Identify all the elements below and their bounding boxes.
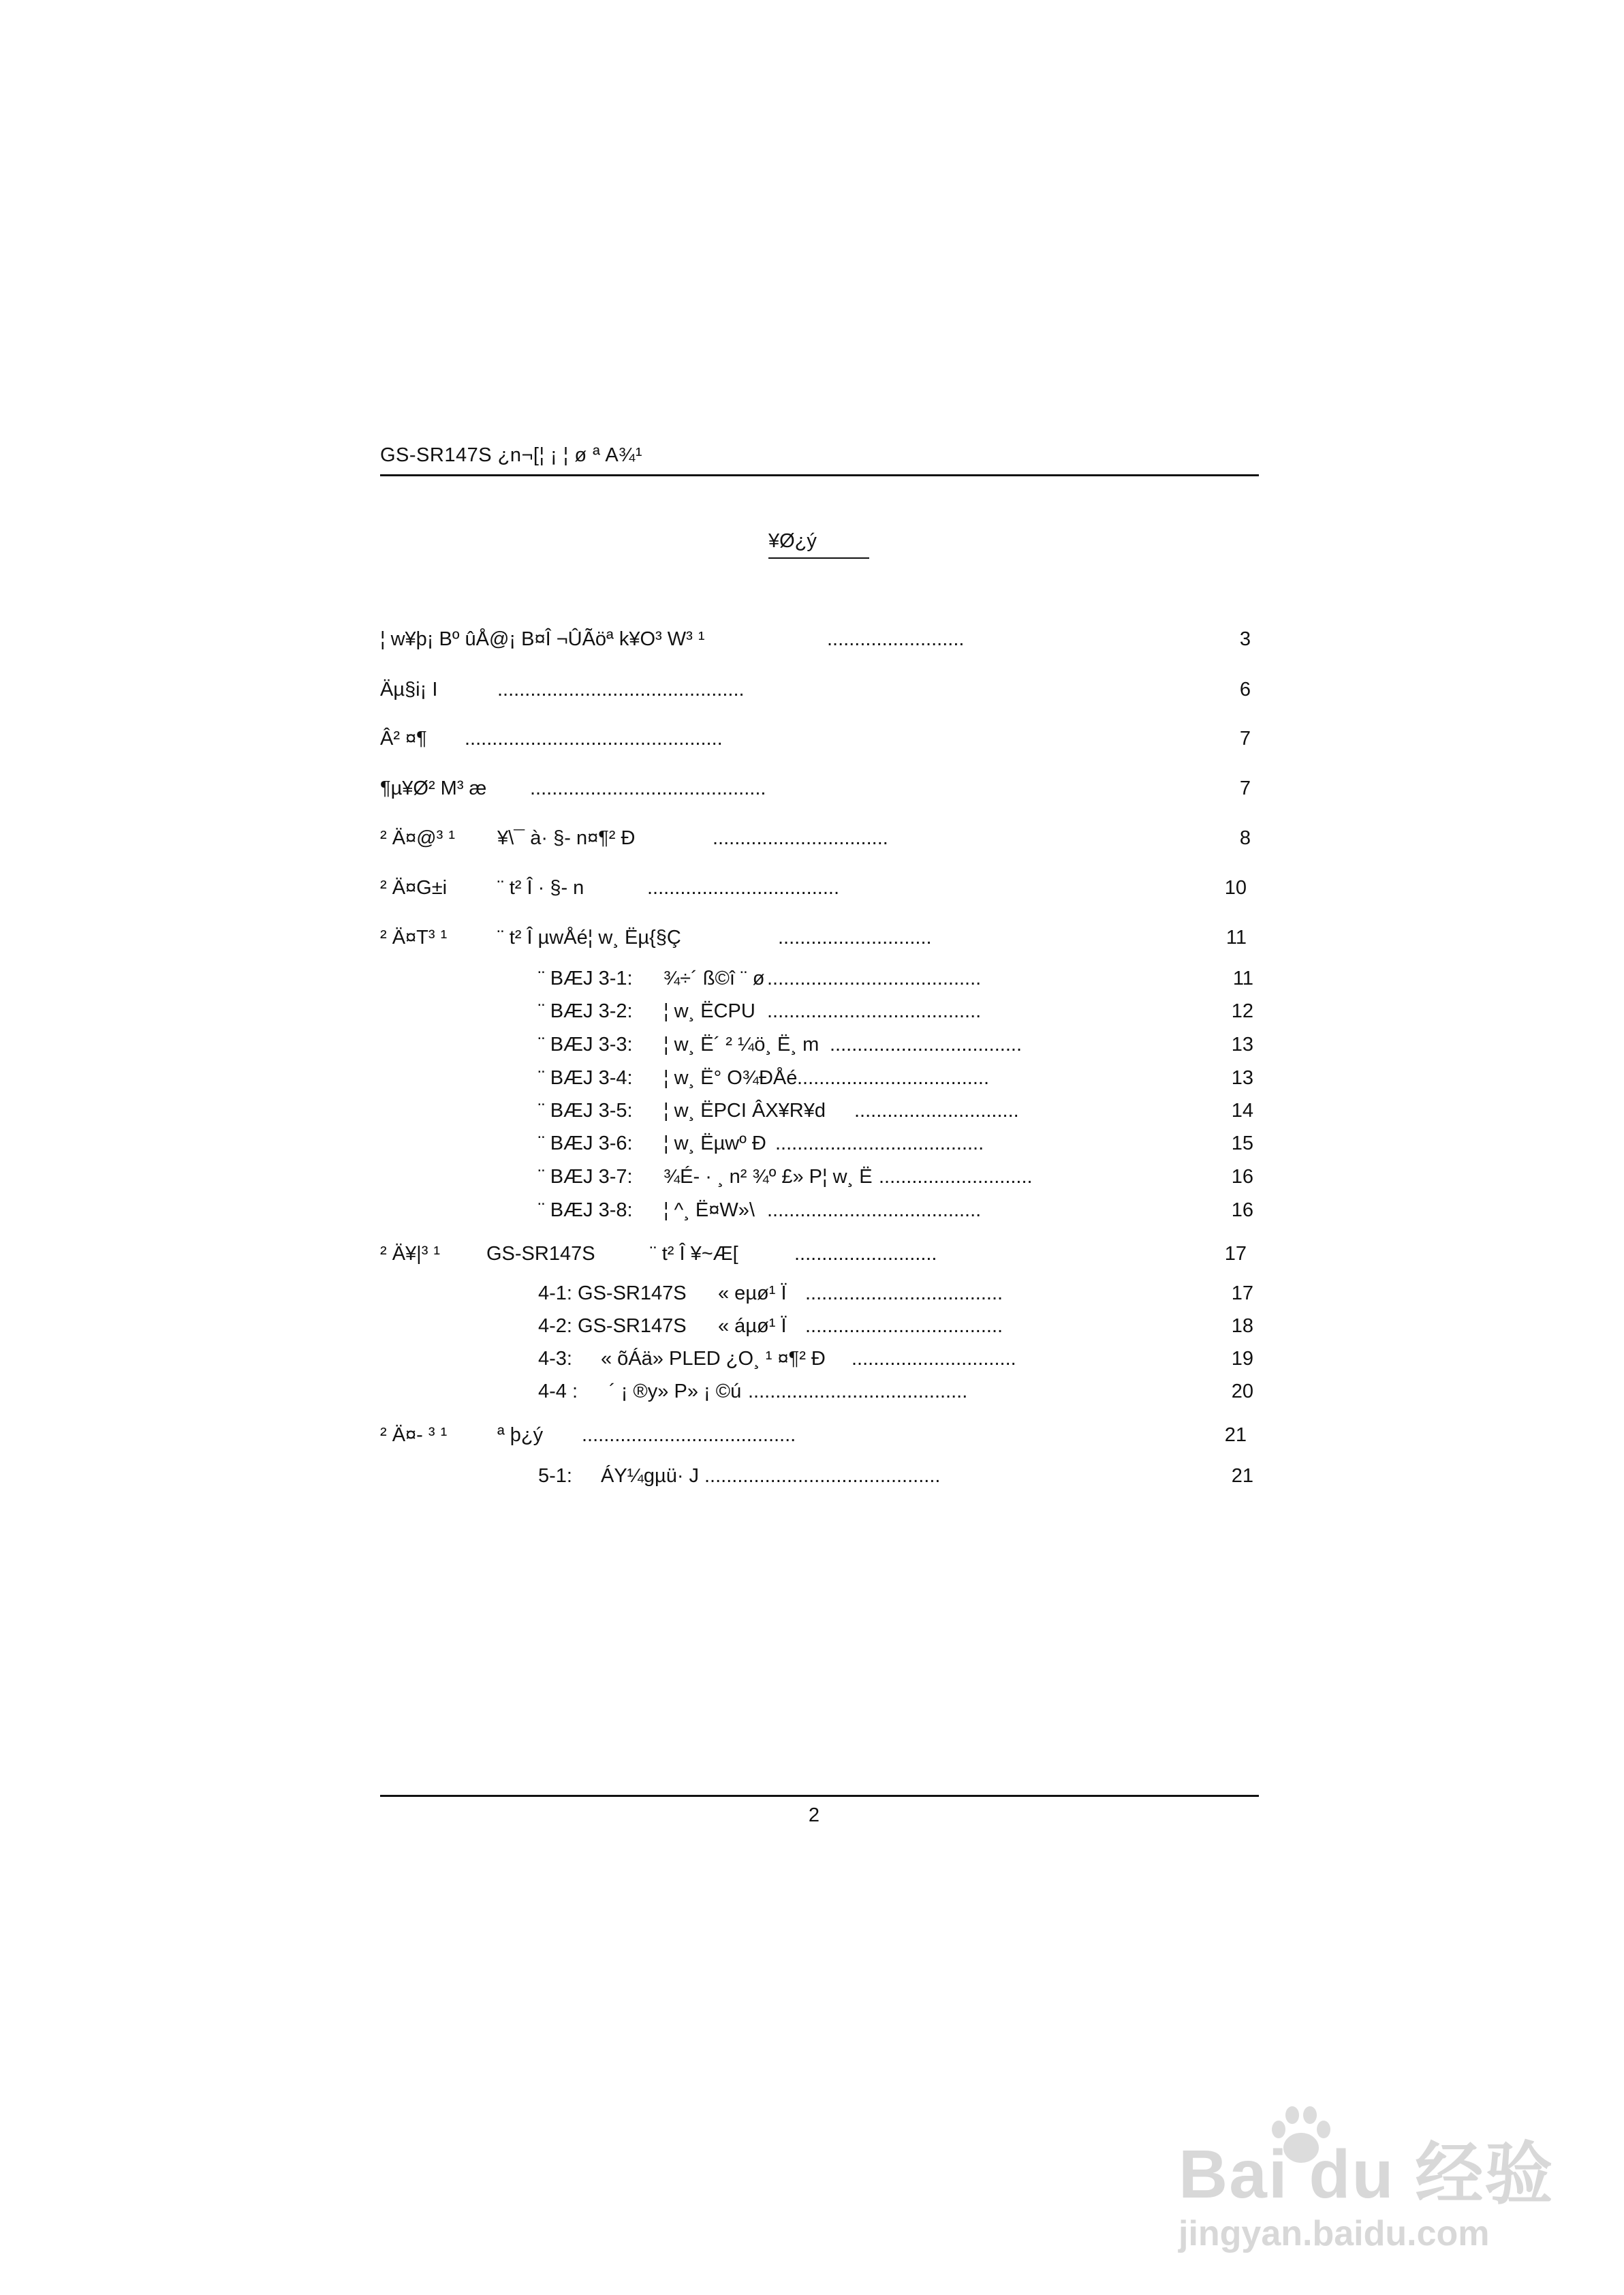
watermark-logo: Bai du 经验 xyxy=(1178,2136,1555,2213)
entry-label: ² Ä¤T³ ¹ xyxy=(380,927,448,949)
toc-entry xyxy=(0,777,1624,805)
entry-sub: ¾É- · ¸ n² ¾º £» P¦ w¸ Ë xyxy=(663,1166,873,1188)
toc-entry xyxy=(0,728,1624,755)
entry-dots: ....................................... xyxy=(767,1000,982,1022)
entry-page: 19 xyxy=(1231,1348,1253,1370)
entry-sub: ¦ ^¸ Ë¤W»\ xyxy=(663,1199,755,1221)
entry-dots: ........................................... xyxy=(704,1465,941,1487)
entry-dots: ....................................... xyxy=(767,1199,982,1221)
entry-page: 21 xyxy=(1231,1465,1253,1487)
watermark-site: jingyan.baidu.com xyxy=(1178,2214,1490,2253)
entry-page: 8 xyxy=(1239,827,1251,849)
entry-label: Äµ§i¡ I xyxy=(380,679,438,700)
entry-dots: ....................................... xyxy=(582,1424,796,1446)
toc-title-underline xyxy=(768,557,869,559)
toc-entry xyxy=(0,1034,1624,1061)
entry-sub2: ¨ t² Î ¥~Æ[ xyxy=(650,1243,738,1265)
entry-page: 13 xyxy=(1231,1034,1253,1056)
toc-entry xyxy=(0,877,1624,904)
entry-label: ¶µ¥Ø² M³ æ xyxy=(380,777,487,799)
toc-entry xyxy=(0,1315,1624,1342)
entry-sub: ¨ t² Î µwÅé¦ w¸ Ëµ{§Ç xyxy=(497,927,681,949)
entry-page: 6 xyxy=(1239,679,1251,700)
entry-label: ¨ BÆJ 3-6: xyxy=(538,1133,633,1154)
entry-label: ¨ BÆJ 3-4: xyxy=(538,1067,633,1089)
entry-page: 11 xyxy=(1225,927,1247,949)
toc-entry xyxy=(0,1100,1624,1127)
entry-page: 10 xyxy=(1224,877,1247,899)
entry-dots: ...................................... xyxy=(775,1133,984,1154)
footer-rule xyxy=(380,1795,1259,1797)
entry-page: 13 xyxy=(1231,1067,1253,1089)
entry-label: ² Ä¤G±i xyxy=(380,877,448,899)
entry-dots: .......................... xyxy=(794,1243,937,1265)
entry-sub: ¨ t² Î · §- n xyxy=(497,877,584,899)
entry-label: ¨ BÆJ 3-7: xyxy=(538,1166,633,1188)
entry-dots: ................................... xyxy=(797,1067,989,1089)
entry-sub: « eµø¹ Ï xyxy=(718,1282,787,1304)
entry-sub: ¾÷´ ß©î ¨ ø xyxy=(663,968,765,989)
entry-page: 11 xyxy=(1232,968,1253,989)
entry-dots: .............................. xyxy=(852,1348,1016,1370)
entry-label: 4-2: GS-SR147S xyxy=(538,1315,687,1337)
entry-sub: « õÁä» PLED ¿O¸ ¹ ¤¶² Ð xyxy=(601,1348,826,1370)
footer-page-number: 2 xyxy=(808,1804,820,1826)
entry-sub: « áµø¹ Ï xyxy=(718,1315,787,1337)
toc-entry xyxy=(0,1465,1624,1492)
entry-page: 20 xyxy=(1231,1381,1253,1402)
entry-sub: ´ ¡ ®y» P» ¡ ©ú xyxy=(609,1381,742,1402)
entry-dots: .............................. xyxy=(854,1100,1019,1122)
toc-entry xyxy=(0,679,1624,706)
entry-label: ¦ w¥þ¡ Bº ûÅ@¡ B¤Î ¬ÛÃöª k¥O³ W³ ¹ xyxy=(380,628,705,650)
entry-page: 7 xyxy=(1239,777,1251,799)
entry-dots: ........................................... xyxy=(530,777,766,799)
toc-title: ¥Ø¿ý xyxy=(768,530,817,552)
entry-page: 21 xyxy=(1224,1424,1247,1446)
entry-page: 18 xyxy=(1231,1315,1253,1337)
entry-label: ¨ BÆJ 3-1: xyxy=(538,968,633,989)
baidu-watermark xyxy=(1158,2099,1567,2262)
entry-page: 17 xyxy=(1231,1282,1253,1304)
entry-dots: ................................ xyxy=(713,827,888,849)
entry-page: 14 xyxy=(1231,1100,1253,1122)
entry-sub: ¦ w¸ Ëµwº Ð xyxy=(663,1133,766,1154)
entry-label: 4-1: GS-SR147S xyxy=(538,1282,687,1304)
entry-page: 7 xyxy=(1239,728,1251,750)
toc-entry xyxy=(0,1381,1624,1408)
entry-sub: GS-SR147S xyxy=(486,1243,595,1265)
entry-label: 5-1: xyxy=(538,1465,572,1487)
entry-dots: ............................ xyxy=(778,927,932,949)
entry-label: ² Ä¤- ³ ¹ xyxy=(380,1424,448,1446)
entry-label: 4-3: xyxy=(538,1348,572,1370)
entry-dots: ......................... xyxy=(827,628,965,650)
entry-page: 17 xyxy=(1224,1243,1247,1265)
entry-dots: ............................ xyxy=(879,1166,1033,1188)
entry-sub: ¦ w¸ ËCPU xyxy=(663,1000,755,1022)
header-rule xyxy=(380,474,1259,476)
entry-dots: ....................................... xyxy=(767,968,982,989)
entry-label: ² Ä¥|³ ¹ xyxy=(380,1243,441,1265)
entry-page: 3 xyxy=(1239,628,1251,650)
entry-page: 16 xyxy=(1231,1166,1253,1188)
entry-page: 16 xyxy=(1231,1199,1253,1221)
toc-entry xyxy=(0,968,1624,995)
entry-sub: ¦ w¸ ËPCI ÂX¥R¥d xyxy=(663,1100,826,1122)
toc-entry xyxy=(0,927,1624,954)
entry-label: ² Ä¤@³ ¹ xyxy=(380,827,455,849)
toc-entry xyxy=(0,628,1624,656)
entry-label: ¨ BÆJ 3-5: xyxy=(538,1100,633,1122)
entry-dots: ............................................. xyxy=(497,679,745,700)
toc-entry xyxy=(0,1348,1624,1375)
entry-sub: ª þ¿ý xyxy=(497,1424,544,1446)
entry-sub: ÁY¼gµü· J xyxy=(601,1465,700,1487)
entry-dots: ................................... xyxy=(647,877,839,899)
entry-dots: ................................... xyxy=(830,1034,1022,1056)
toc-entry xyxy=(0,1000,1624,1028)
toc-entry xyxy=(0,1166,1624,1193)
entry-label: ¨ BÆJ 3-2: xyxy=(538,1000,633,1022)
toc-entry xyxy=(0,1424,1624,1451)
toc-entry xyxy=(0,1133,1624,1160)
entry-dots: .................................... xyxy=(805,1282,1003,1304)
entry-label: ¨ BÆJ 3-8: xyxy=(538,1199,633,1221)
entry-sub: ¦ w¸ Ë´ ² ¼ö¸ Ë¸ m xyxy=(663,1034,819,1056)
entry-label: 4-4 : xyxy=(538,1381,578,1402)
entry-dots: .................................... xyxy=(805,1315,1003,1337)
entry-label: ¨ BÆJ 3-3: xyxy=(538,1034,633,1056)
toc-entry xyxy=(0,1067,1624,1094)
entry-dots: ........................................ xyxy=(748,1381,968,1402)
entry-page: 12 xyxy=(1231,1000,1253,1022)
toc-entry xyxy=(0,1199,1624,1227)
entry-dots: ............................................... xyxy=(465,728,723,750)
entry-sub: ¥\¯ à· §- n¤¶² Ð xyxy=(497,827,636,849)
header-title: GS-SR147S ¿n¬[¦ ¡ ¦ ø ª A¾¹ xyxy=(380,444,643,466)
entry-page: 15 xyxy=(1231,1133,1253,1154)
entry-sub: ¦ w¸ Ë° O¾ÐÅé xyxy=(663,1067,798,1089)
entry-label: Â² ¤¶ xyxy=(380,728,427,750)
toc-entry xyxy=(0,827,1624,854)
toc-entry xyxy=(0,1282,1624,1310)
toc-entry xyxy=(0,1243,1624,1270)
